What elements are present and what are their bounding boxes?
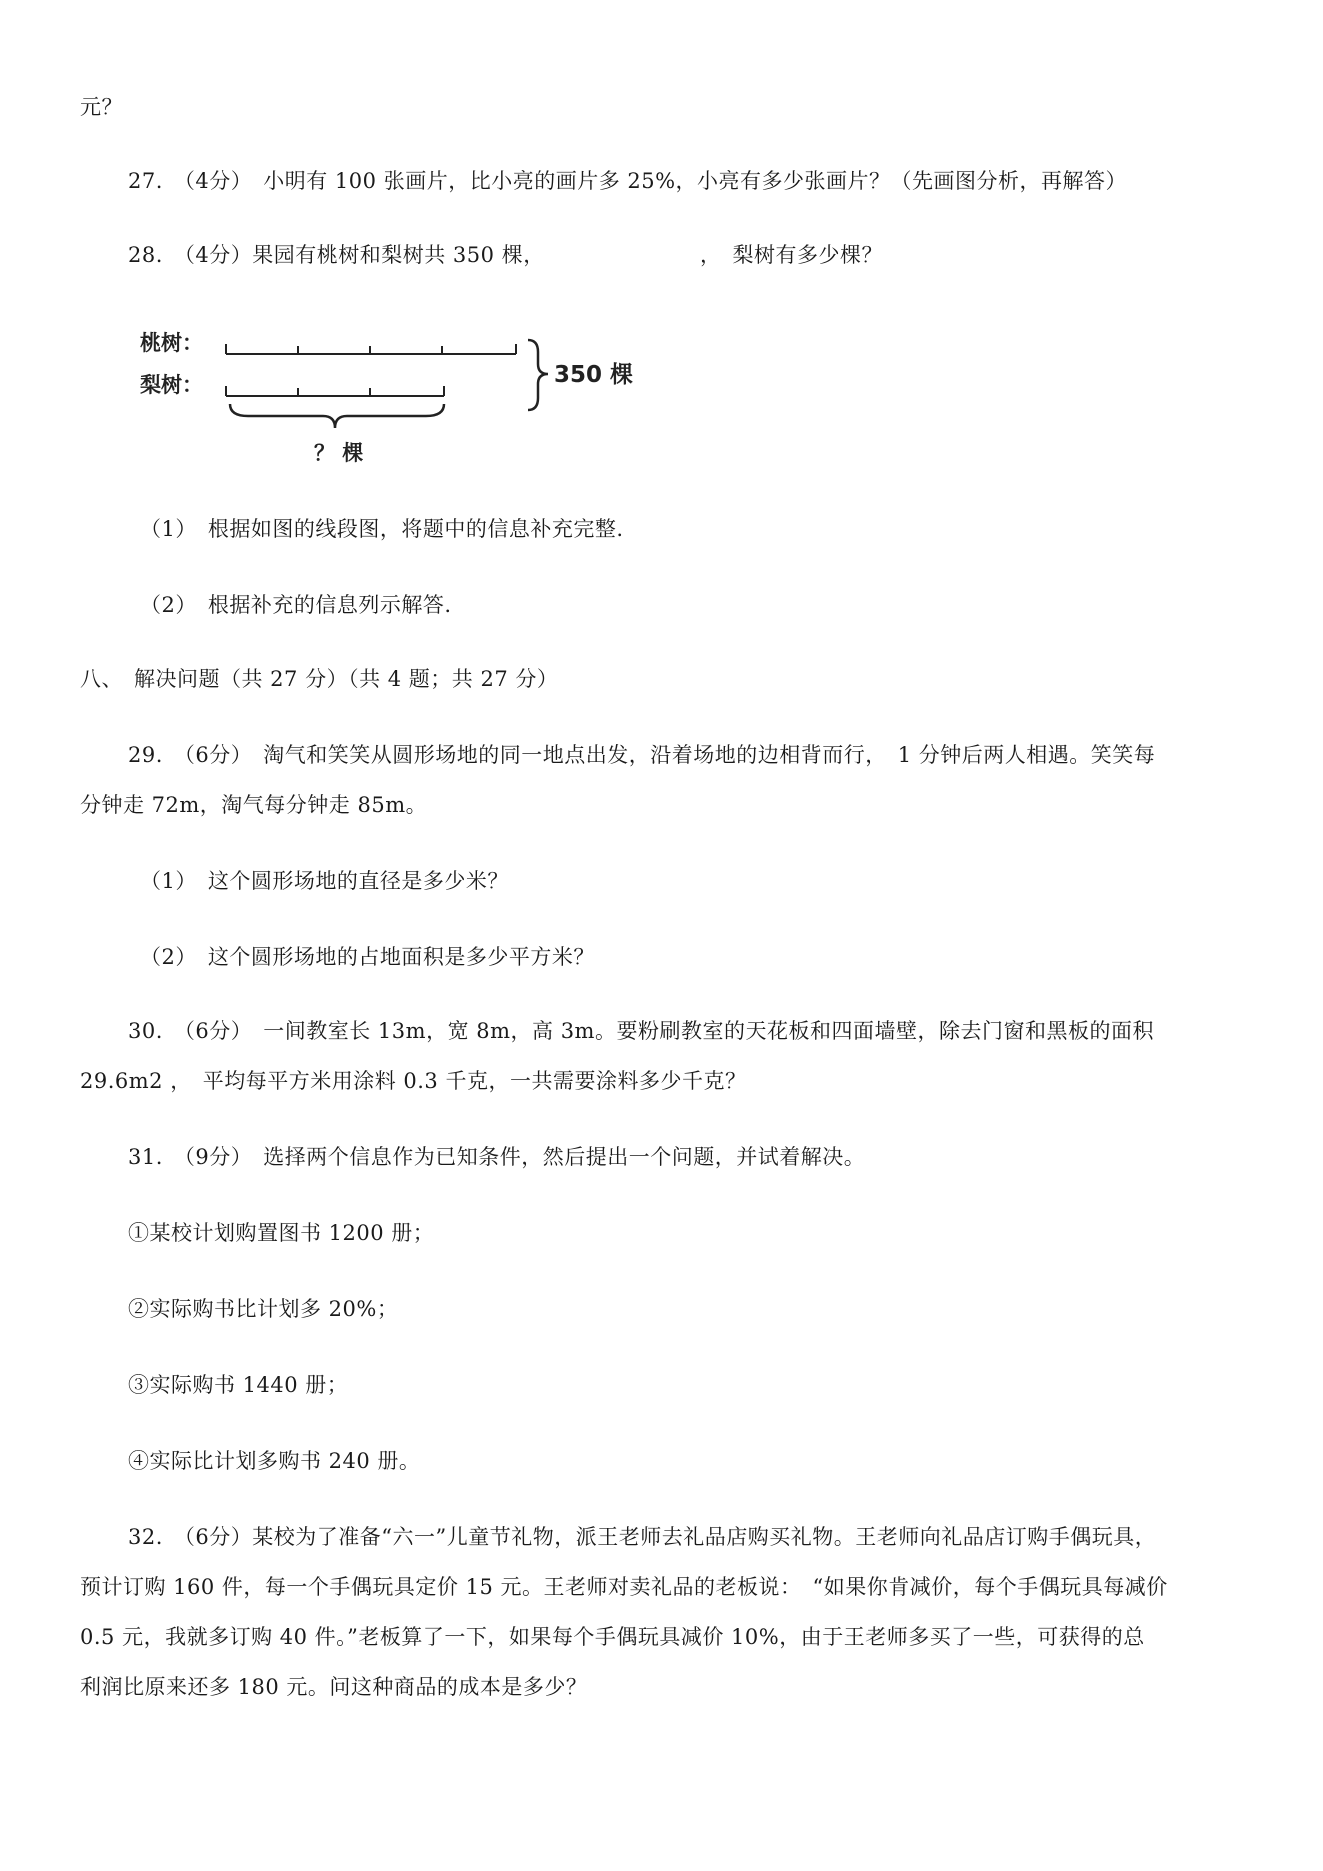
section-8-title: 八、 解决问题（共 27 分）（共 4 题；共 27 分） <box>80 667 559 691</box>
question-28-text-after: ， 梨树有多少棵？ <box>700 243 883 267</box>
question-32-line-2: 预计订购 160 件，每一个手偶玩具定价 15 元。王老师对卖礼品的老板说： “如果你肯减价，每个手偶玩具每减价 <box>80 1575 1168 1599</box>
question-31-option-1: ①某校计划购置图书 1200 册； <box>128 1221 435 1245</box>
top-fragment: 元？ <box>80 95 123 119</box>
pear-brace <box>230 404 444 428</box>
question-32-line-3: 0.5 元，我就多订购 40 件。”老板算了一下，如果每个手偶玩具减价 10%，由于王老师多买了一些，可获得的总 <box>80 1625 1145 1649</box>
question-31-option-4: ④实际比计划多购书 240 册。 <box>128 1449 421 1473</box>
total-brace <box>528 340 548 410</box>
question-29-sub-1: （1） 这个圆形场地的直径是多少米？ <box>140 869 509 893</box>
question-31-option-3: ③实际购书 1440 册； <box>128 1373 349 1397</box>
question-28-sub-2: （2） 根据补充的信息列示解答. <box>140 593 452 617</box>
pear-segment-line <box>226 386 444 396</box>
question-label: ？ 棵 <box>314 441 364 465</box>
question-29-sub-2: （2） 这个圆形场地的占地面积是多少平方米？ <box>140 945 595 969</box>
question-28-text-before: 28. （4分）果园有桃树和梨树共 350 棵， <box>128 243 545 267</box>
question-31-option-2: ②实际购书比计划多 20%； <box>128 1297 399 1321</box>
question-31-line-1: 31. （9分） 选择两个信息作为已知条件，然后提出一个问题，并试着解决。 <box>128 1145 866 1169</box>
question-27: 27. （4分） 小明有 100 张画片，比小亮的画片多 25%，小亮有多少张画片？（先画图分析，再解答） <box>128 169 1128 193</box>
question-29-line-2: 分钟走 72m，淘气每分钟走 85m。 <box>80 793 428 817</box>
question-32-line-4: 利润比原来还多 180 元。问这种商品的成本是多少？ <box>80 1675 588 1699</box>
peach-segment-line <box>226 344 516 354</box>
pear-label: 梨树： <box>140 373 203 397</box>
peach-label: 桃树： <box>140 331 203 355</box>
question-30-line-2: 29.6m2 ， 平均每平方米用涂料 0.3 千克，一共需要涂料多少千克？ <box>80 1069 747 1093</box>
total-label: 350 棵 <box>554 362 634 388</box>
diagram-svg <box>138 318 658 478</box>
line-segment-diagram <box>138 318 658 478</box>
question-28-sub-1: （1） 根据如图的线段图，将题中的信息补充完整. <box>140 517 624 541</box>
question-32-line-1: 32. （6分）某校为了准备“六一”儿童节礼物，派王老师去礼品店购买礼物。王老师向礼品店订购手偶玩具， <box>128 1525 1157 1549</box>
question-30-line-1: 30. （6分） 一间教室长 13m，宽 8m，高 3m。要粉刷教室的天花板和四面墙壁，除去门窗和黑板的面积 <box>128 1019 1154 1043</box>
question-29-line-1: 29. （6分） 淘气和笑笑从圆形场地的同一地点出发，沿着场地的边相背而行， 1 分钟后两人相遇。笑笑每 <box>128 743 1156 767</box>
